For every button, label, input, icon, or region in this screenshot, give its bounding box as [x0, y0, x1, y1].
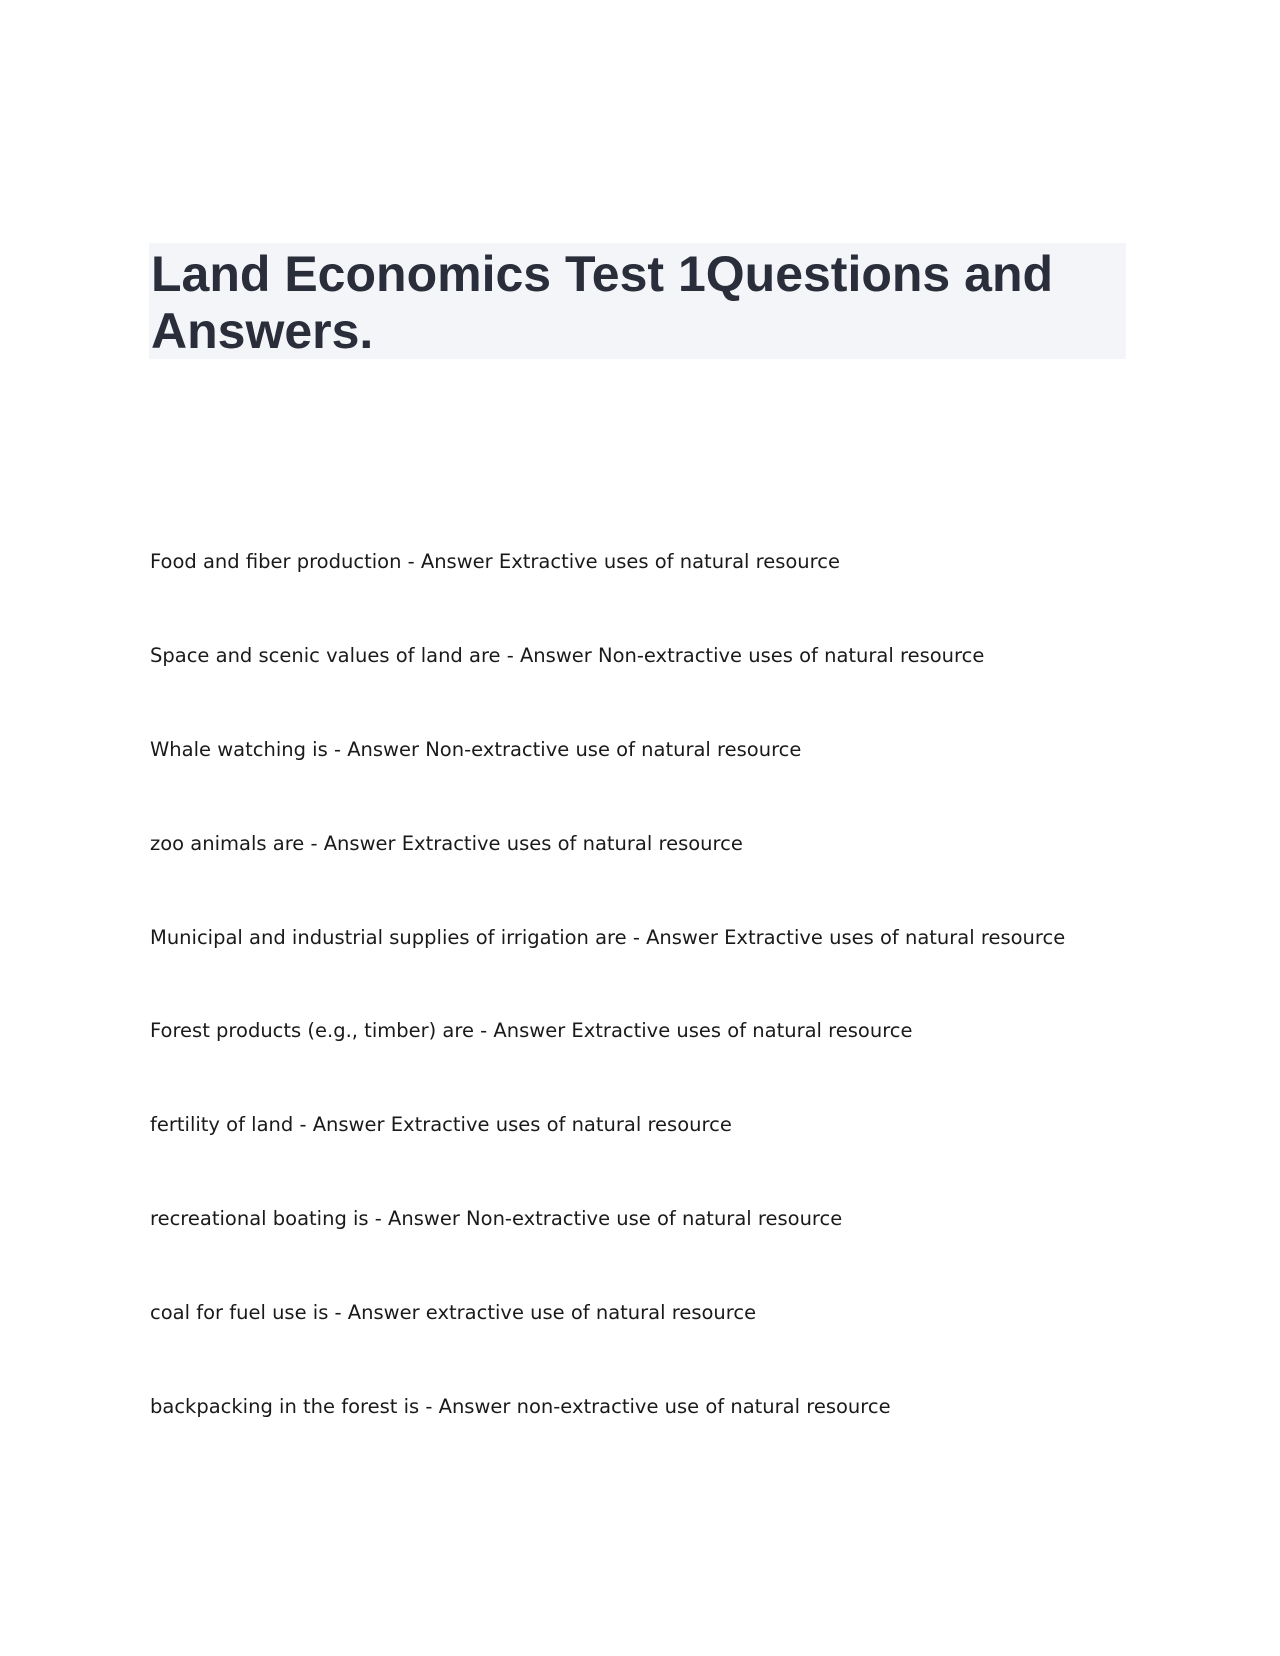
qa-item: backpacking in the forest is - Answer non-extractive use of natural resource: [150, 1395, 891, 1419]
qa-item: fertility of land - Answer Extractive uses of natural resource: [150, 1113, 732, 1137]
qa-item: Space and scenic values of land are - Answer Non-extractive uses of natural resource: [150, 643, 985, 667]
qa-item: coal for fuel use is - Answer extractive use of natural resource: [150, 1301, 757, 1325]
qa-item: zoo animals are - Answer Extractive uses of natural resource: [150, 831, 743, 855]
qa-item: Food and fiber production - Answer Extractive uses of natural resource: [150, 550, 840, 573]
qa-item: recreational boating is - Answer Non-extractive use of natural resource: [150, 1207, 843, 1231]
qa-item: Municipal and industrial supplies of irrigation are - Answer Extractive uses of natural resource: [150, 925, 1066, 949]
qa-item: Forest products (e.g., timber) are - Answer Extractive uses of natural resource: [150, 1019, 913, 1043]
qa-list: [150, 548, 1150, 1487]
page-title: Land Economics Test 1Questions and Answers.: [151, 246, 1054, 359]
title-block: [149, 243, 1126, 359]
qa-item: Whale watching is - Answer Non-extractive use of natural resource: [150, 737, 802, 761]
